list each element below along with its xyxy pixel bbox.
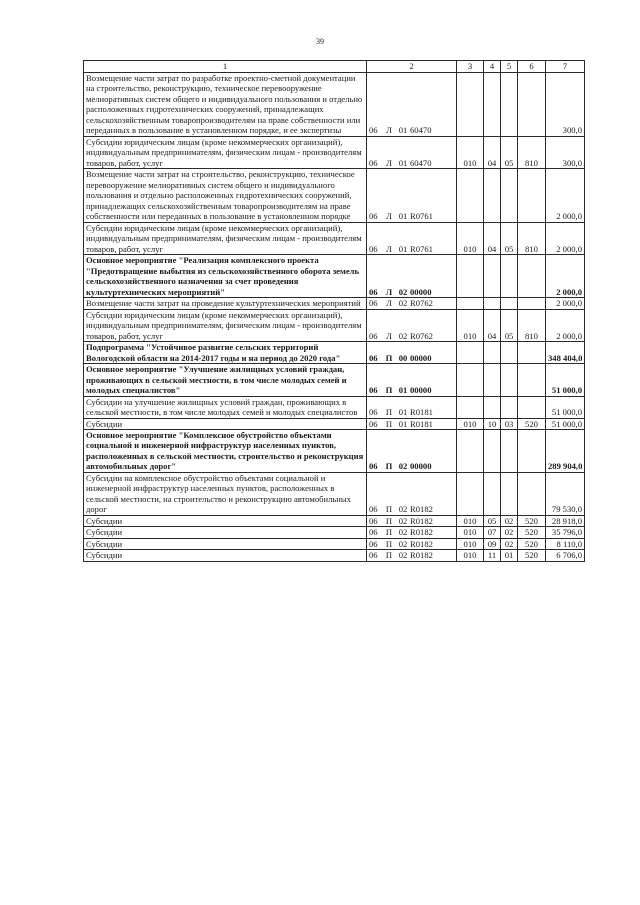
row-code [367, 527, 457, 538]
code-part: П [385, 418, 393, 429]
code-part: П [385, 515, 393, 526]
code-part: П [385, 385, 393, 396]
code-part: 06 [369, 330, 378, 341]
row-col-3: 010 [457, 309, 484, 341]
row-col-3 [457, 396, 484, 418]
code-part: 01 [398, 211, 408, 222]
table-row [84, 255, 585, 298]
row-name: Субсидии [84, 515, 367, 526]
row-code [367, 396, 457, 418]
code-part: 01 [398, 243, 408, 254]
code-part: R0182 [410, 515, 433, 526]
row-col-6: 810 [518, 309, 546, 341]
row-sum: 28 918,0 [546, 515, 585, 526]
table-row [84, 169, 585, 222]
row-col-4 [484, 396, 501, 418]
row-col-6 [518, 396, 546, 418]
row-col-6 [518, 472, 546, 515]
code-part: R0762 [410, 330, 433, 341]
code-part: П [385, 407, 393, 418]
row-col-4 [484, 342, 501, 364]
row-col-5 [501, 342, 518, 364]
row-code [367, 169, 457, 222]
code-part: 02 [398, 298, 408, 309]
code-part: 02 [398, 286, 408, 297]
table-row [84, 222, 585, 254]
row-code [367, 429, 457, 472]
code-part: 00000 [410, 352, 432, 363]
row-code [367, 309, 457, 341]
table-body [84, 73, 585, 562]
row-col-3: 010 [457, 418, 484, 429]
code-part: R0761 [410, 211, 433, 222]
row-code [367, 515, 457, 526]
row-col-3 [457, 169, 484, 222]
code-part: 06 [369, 461, 378, 472]
row-col-3: 010 [457, 515, 484, 526]
code-part: Л [386, 157, 392, 168]
row-sum: 6 706,0 [546, 550, 585, 561]
code-part: 01 [398, 385, 408, 396]
code-part: Л [386, 330, 392, 341]
code-part: R0762 [410, 298, 433, 309]
row-col-3 [457, 298, 484, 309]
row-sum: 348 404,0 [546, 342, 585, 364]
column-header-1: 1 [84, 61, 367, 73]
row-name: Возмещение части затрат на строительство, реконструкцию, техническое перевооружение мелиоративных систем общего и индивидуального пользования и отдельно расположенных гидротехнических сооружений, принадлежащих сельскохозяйственным товаропроизводителям на праве собственности или переданных в пользование в установленном порядке [84, 169, 367, 222]
row-name: Возмещение части затрат по разработке проектно-сметной документации на строительство, реконструкцию, техническое перевооружение мелиоративных систем общего и индивидуального пользования и отдельно расположенных гидротехнических сооружений, принадлежащих сельскохозяйственным товаропроизводителям на праве собственности или переданных в пользование в установленном порядке, и ее экспертизы [84, 73, 367, 137]
code-part: 06 [369, 298, 378, 309]
code-part: R0182 [410, 504, 433, 515]
code-part: 06 [369, 538, 378, 549]
row-name: Субсидии [84, 418, 367, 429]
row-col-4 [484, 298, 501, 309]
row-sum: 2 000,0 [546, 169, 585, 222]
row-col-6 [518, 429, 546, 472]
table-row [84, 538, 585, 549]
code-part: П [385, 504, 393, 515]
code-part: 01 [398, 407, 408, 418]
row-code [367, 73, 457, 137]
table-row [84, 396, 585, 418]
row-col-5: 02 [501, 538, 518, 549]
row-col-3: 010 [457, 136, 484, 168]
row-col-5: 05 [501, 309, 518, 341]
code-part: 06 [369, 504, 378, 515]
row-col-3 [457, 73, 484, 137]
row-col-5: 05 [501, 136, 518, 168]
row-sum: 51 000,0 [546, 396, 585, 418]
row-name: Основное мероприятие "Комплексное обустройство объектами социальной и инженерной инфраструктур населенных пунктов, расположенных в сельской местности, строительство и реконструкция автомобильных дорог" [84, 429, 367, 472]
row-col-4: 11 [484, 550, 501, 561]
code-part: 00000 [410, 461, 432, 472]
row-col-3: 010 [457, 527, 484, 538]
row-name: Субсидии юридическим лицам (кроме некоммерческих организаций), индивидуальным предпринимателям, физическим лицам - производителям товаров, работ, услуг [84, 222, 367, 254]
table-row [84, 515, 585, 526]
row-col-3 [457, 342, 484, 364]
row-col-4: 10 [484, 418, 501, 429]
code-part: 00 [398, 352, 408, 363]
code-part: 06 [369, 286, 378, 297]
row-col-4: 09 [484, 538, 501, 549]
row-col-6: 520 [518, 515, 546, 526]
code-part: 00000 [410, 286, 432, 297]
row-code [367, 136, 457, 168]
code-part: 06 [369, 407, 378, 418]
page-number: 39 [316, 37, 324, 46]
row-sum: 51 000,0 [546, 364, 585, 396]
row-code [367, 538, 457, 549]
code-part: 02 [398, 550, 408, 561]
row-col-5 [501, 472, 518, 515]
row-col-6 [518, 298, 546, 309]
table-row [84, 309, 585, 341]
code-part: 06 [369, 243, 378, 254]
code-part: 01 [398, 125, 408, 136]
row-name: Основное мероприятие "Улучшение жилищных условий граждан, проживающих в сельской местности, в том числе молодых семей и молодых специалистов" [84, 364, 367, 396]
row-name: Субсидии юридическим лицам (кроме некоммерческих организаций), индивидуальным предпринимателям, физическим лицам - производителям товаров, работ, услуг [84, 309, 367, 341]
row-col-5: 01 [501, 550, 518, 561]
table-row [84, 527, 585, 538]
row-name: Основное мероприятие "Реализация комплексного проекта "Предотвращение выбытия из сельскохозяйственного оборота земель сельскохозяйственного назначения за счет проведения культуртехнических мероприятий" [84, 255, 367, 298]
code-part: 06 [369, 352, 378, 363]
row-col-6: 520 [518, 538, 546, 549]
column-header-6: 6 [518, 61, 546, 73]
row-col-4 [484, 255, 501, 298]
row-col-6 [518, 73, 546, 137]
row-col-3: 010 [457, 550, 484, 561]
row-name: Субсидии [84, 538, 367, 549]
row-col-4 [484, 472, 501, 515]
code-part: 02 [398, 330, 408, 341]
row-name: Субсидии [84, 527, 367, 538]
code-part: R0181 [410, 407, 433, 418]
row-code [367, 364, 457, 396]
code-part: 06 [369, 418, 378, 429]
table-row [84, 429, 585, 472]
code-part: R0761 [410, 243, 433, 254]
table-row [84, 472, 585, 515]
code-part: R0182 [410, 550, 433, 561]
code-part: 02 [398, 515, 408, 526]
row-col-4: 07 [484, 527, 501, 538]
row-code [367, 418, 457, 429]
row-code [367, 255, 457, 298]
row-col-4 [484, 429, 501, 472]
row-name: Субсидии на улучшение жилищных условий граждан, проживающих в сельской местности, в том числе молодых семей и молодых специалистов [84, 396, 367, 418]
code-part: Л [386, 125, 392, 136]
row-name: Субсидии юридическим лицам (кроме некоммерческих организаций), индивидуальным предпринимателям, физическим лицам - производителям товаров, работ, услуг [84, 136, 367, 168]
row-col-6: 810 [518, 222, 546, 254]
row-col-4 [484, 73, 501, 137]
row-col-4 [484, 364, 501, 396]
row-col-4: 04 [484, 136, 501, 168]
table-row [84, 136, 585, 168]
code-part: R0181 [410, 418, 433, 429]
row-sum: 79 530,0 [546, 472, 585, 515]
row-col-5: 02 [501, 515, 518, 526]
row-col-6: 520 [518, 418, 546, 429]
row-col-4: 04 [484, 222, 501, 254]
table-row [84, 342, 585, 364]
row-sum: 8 110,0 [546, 538, 585, 549]
code-part: 06 [369, 385, 378, 396]
row-sum: 2 000,0 [546, 222, 585, 254]
row-name: Субсидии [84, 550, 367, 561]
code-part: 01 [398, 418, 408, 429]
budget-table [83, 60, 585, 562]
row-code [367, 472, 457, 515]
code-part: П [385, 550, 393, 561]
code-part: R0182 [410, 527, 433, 538]
row-col-5 [501, 396, 518, 418]
row-sum: 289 904,0 [546, 429, 585, 472]
code-part: Л [386, 298, 392, 309]
row-sum: 2 000,0 [546, 255, 585, 298]
code-part: 02 [398, 527, 408, 538]
column-header-3: 3 [457, 61, 484, 73]
table-row [84, 418, 585, 429]
row-col-6 [518, 255, 546, 298]
code-part: 00000 [410, 385, 432, 396]
row-col-3 [457, 364, 484, 396]
code-part: 02 [398, 461, 408, 472]
row-name: Подпрограмма "Устойчивое развитие сельских территорий Вологодской области на 2014-2017 годы и на период до 2020 года" [84, 342, 367, 364]
table-row [84, 298, 585, 309]
row-sum: 51 000,0 [546, 418, 585, 429]
code-part: 06 [369, 211, 378, 222]
row-col-6: 520 [518, 527, 546, 538]
code-part: 06 [369, 515, 378, 526]
code-part: 60470 [410, 157, 432, 168]
row-sum: 300,0 [546, 136, 585, 168]
column-header-2: 2 [367, 61, 457, 73]
code-part: 06 [369, 157, 378, 168]
row-sum: 2 000,0 [546, 298, 585, 309]
row-col-4 [484, 169, 501, 222]
row-code [367, 222, 457, 254]
code-part: П [385, 352, 393, 363]
row-col-4: 04 [484, 309, 501, 341]
row-col-6 [518, 169, 546, 222]
code-part: 02 [398, 538, 408, 549]
code-part: П [385, 461, 393, 472]
row-code [367, 298, 457, 309]
row-col-6 [518, 364, 546, 396]
code-part: R0182 [410, 538, 433, 549]
row-col-3 [457, 472, 484, 515]
code-part: 06 [369, 125, 378, 136]
row-col-5: 05 [501, 222, 518, 254]
code-part: 02 [398, 504, 408, 515]
column-header-7: 7 [546, 61, 585, 73]
code-part: Л [385, 286, 393, 297]
row-sum: 35 796,0 [546, 527, 585, 538]
row-name: Возмещение части затрат на проведение культуртехнических мероприятий [84, 298, 367, 309]
code-part: 01 [398, 157, 408, 168]
row-code [367, 342, 457, 364]
code-part: П [385, 527, 393, 538]
code-part: 06 [369, 527, 378, 538]
row-name: Субсидии на комплексное обустройство объектами социальной и инженерной инфраструктур населенных пунктов, расположенных в сельской местности, на строительство и реконструкцию автомобильных дорог [84, 472, 367, 515]
row-col-5 [501, 255, 518, 298]
row-col-5 [501, 298, 518, 309]
row-col-5: 03 [501, 418, 518, 429]
row-col-3 [457, 429, 484, 472]
row-col-5: 02 [501, 527, 518, 538]
row-sum: 2 000,0 [546, 309, 585, 341]
row-col-3 [457, 255, 484, 298]
row-col-3: 010 [457, 538, 484, 549]
row-sum: 300,0 [546, 73, 585, 137]
code-part: Л [386, 211, 392, 222]
row-col-6 [518, 342, 546, 364]
row-col-6: 810 [518, 136, 546, 168]
table-header-row [84, 61, 585, 73]
table-row [84, 550, 585, 561]
table-row [84, 73, 585, 137]
row-col-4: 05 [484, 515, 501, 526]
row-col-6: 520 [518, 550, 546, 561]
column-header-5: 5 [501, 61, 518, 73]
code-part: П [385, 538, 393, 549]
code-part: Л [386, 243, 392, 254]
row-col-5 [501, 429, 518, 472]
row-col-5 [501, 73, 518, 137]
row-col-5 [501, 364, 518, 396]
code-part: 06 [369, 550, 378, 561]
column-header-4: 4 [484, 61, 501, 73]
table-row [84, 364, 585, 396]
code-part: 60470 [410, 125, 432, 136]
row-code [367, 550, 457, 561]
row-col-3: 010 [457, 222, 484, 254]
row-col-5 [501, 169, 518, 222]
